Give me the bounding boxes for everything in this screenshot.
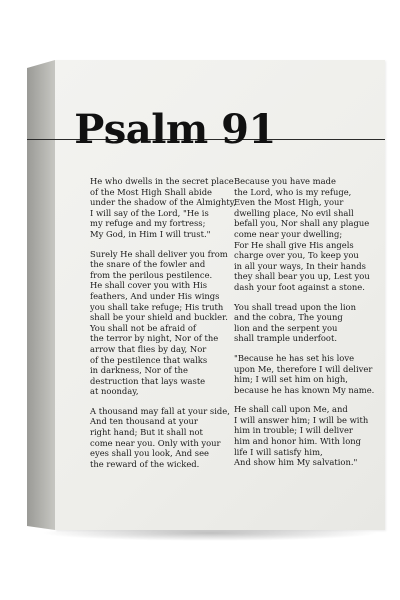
verse-line: of the pestilence that walks — [90, 354, 208, 365]
verse-line: A thousand may fall at your side, — [90, 405, 230, 416]
verse-line: shall trample underfoot. — [234, 333, 337, 344]
verse-column-right — [234, 176, 378, 477]
verse-stanza — [90, 406, 230, 470]
verse-line: from the perilous pestilence. — [90, 269, 213, 280]
verse-stanza — [90, 176, 236, 240]
verse-line: charge over you, To keep you — [234, 250, 359, 261]
verse-line: him and honor him. With long — [234, 436, 361, 447]
verse-line: the reward of the wicked. — [90, 458, 200, 469]
verse-line: befall you, Nor shall any plague — [234, 218, 370, 229]
verse-line: life I will satisfy him, — [234, 446, 323, 457]
verse-line: feathers, And under His wings — [90, 290, 220, 301]
verse-stanza — [234, 404, 378, 468]
verse-line: come near you. Only with your — [90, 437, 221, 448]
verse-stanza — [234, 353, 378, 395]
verse-line: "Because he has set his love — [234, 352, 355, 363]
verse-line: My God, in Him I will trust." — [90, 228, 211, 239]
verse-line: the Lord, who is my refuge, — [234, 186, 352, 197]
verse-line: the terror by night, Nor of the — [90, 333, 219, 344]
verse-line: because he has known My name. — [234, 384, 375, 395]
side-edge-rule — [27, 139, 55, 140]
verse-line: at noonday, — [90, 386, 139, 397]
verse-line: He who dwells in the secret place — [90, 176, 234, 186]
verse-line: shall be your shield and buckler. — [90, 312, 228, 323]
verse-line: You shall not be afraid of — [90, 322, 196, 333]
verse-line: And show him My salvation." — [234, 457, 358, 468]
verse-line: He shall cover you with His — [90, 280, 208, 291]
verse-line: my refuge and my fortress; — [90, 218, 206, 229]
verse-column-left — [90, 176, 236, 478]
verse-line: dwelling place, No evil shall — [234, 207, 354, 218]
verse-line: Surely He shall deliver you from — [90, 248, 228, 259]
verse-line: you shall take refuge; His truth — [90, 301, 224, 312]
verse-line: the snare of the fowler and — [90, 259, 206, 270]
verse-stanza — [234, 176, 378, 293]
verse-line: eyes shall you look, And see — [90, 448, 209, 459]
verse-line: and the cobra, The young — [234, 312, 343, 323]
verse-line: under the shadow of the Almighty, — [90, 197, 236, 208]
verse-line: Even the Most High, your — [234, 197, 344, 208]
verse-line: right hand; But it shall not — [90, 427, 203, 438]
verse-line: For He shall give His angels — [234, 239, 354, 250]
verse-line: I will say of the Lord, "He is — [90, 207, 209, 218]
verse-line: in all your ways, In their hands — [234, 260, 366, 271]
verse-line: You shall tread upon the lion — [234, 301, 356, 312]
verse-line: him; I will set him on high, — [234, 374, 348, 385]
verse-line: of the Most High Shall abide — [90, 186, 213, 197]
verse-line: they shall bear you up, Lest you — [234, 271, 370, 282]
verse-stanza — [90, 249, 230, 397]
verse-line: in darkness, Nor of the — [90, 365, 188, 376]
verse-line: I will answer him; I will be with — [234, 414, 369, 425]
verse-line: He shall call upon Me, and — [234, 404, 348, 415]
verse-line: upon Me, therefore I will deliver — [234, 363, 373, 374]
verse-line: come near your dwelling; — [234, 228, 343, 239]
verse-line: him in trouble; I will deliver — [234, 425, 353, 436]
verse-stanza — [234, 302, 378, 344]
verse-line: Because you have made — [234, 176, 336, 186]
verse-line: destruction that lays waste — [90, 375, 206, 386]
canvas-side-edge — [27, 60, 55, 530]
psalm-title: Psalm 91 — [74, 106, 276, 153]
verse-line: dash your foot against a stone. — [234, 281, 365, 292]
verse-line: And ten thousand at your — [90, 416, 198, 427]
verse-line: lion and the serpent you — [234, 322, 338, 333]
verse-line: arrow that flies by day, Nor — [90, 343, 207, 354]
